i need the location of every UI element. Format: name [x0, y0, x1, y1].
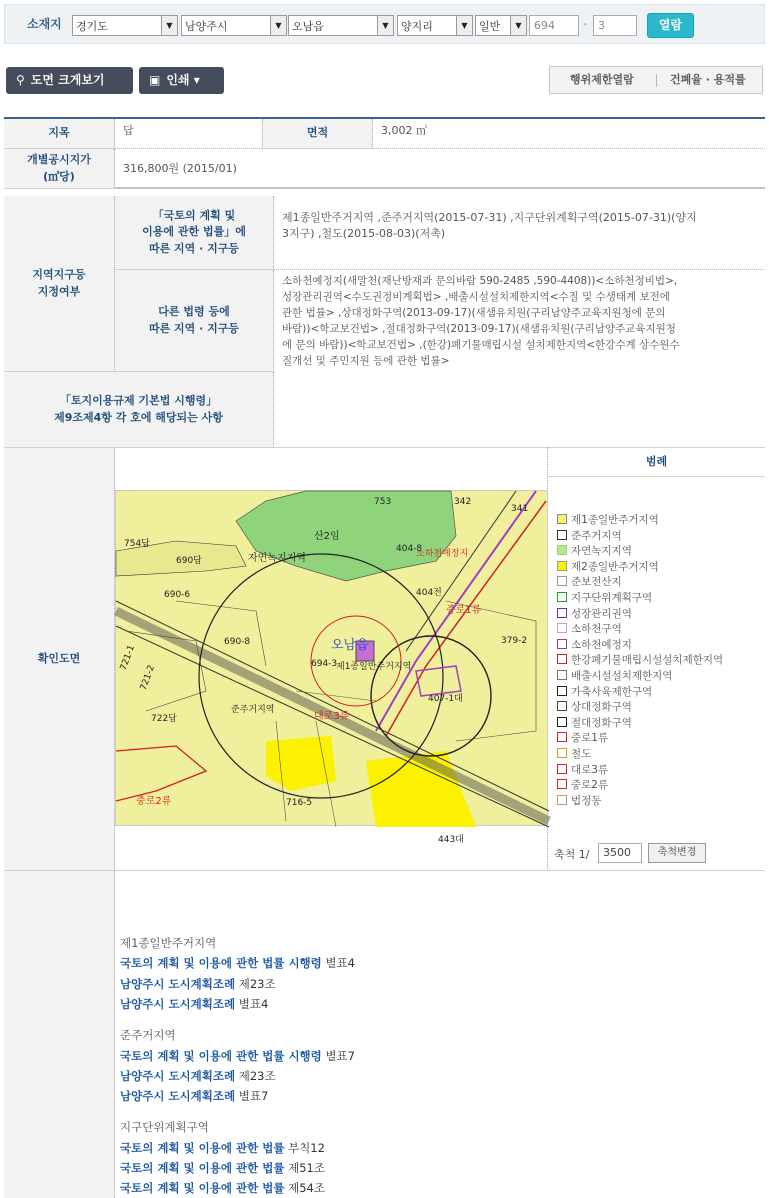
- legend-item-label: 자연녹지지역: [571, 545, 632, 558]
- legend-item-label: 절대정화구역: [571, 716, 632, 729]
- official-price-label-line1: 개별공시지가: [27, 153, 91, 166]
- law-article: 별표4: [235, 996, 269, 1011]
- divider: [656, 74, 657, 87]
- national-law-zone-value: [274, 196, 765, 270]
- law-item: [120, 997, 268, 1011]
- map-label: 확인도면: [4, 448, 115, 871]
- legend-item: [557, 529, 622, 544]
- legend-item: [557, 638, 632, 653]
- law-item: [120, 1161, 325, 1175]
- city-value: 남양주시: [185, 20, 228, 33]
- law-item: [120, 977, 276, 991]
- official-price-label: [4, 149, 115, 189]
- legend-item: [557, 794, 601, 809]
- legend-item-label: 상대정화구역: [571, 701, 632, 714]
- legend-item-label: 대로3류: [571, 763, 609, 776]
- legend-item: [557, 622, 622, 637]
- legend-item-label: 중로1류: [571, 732, 609, 745]
- other-value-line2: 성장관리권역<수도권정비계획법> ,배출시설설치제한지역<수질 및 수생태계 보전에: [282, 291, 670, 303]
- svg-text:404-8: 404-8: [396, 544, 423, 554]
- legend-item-label: 제1종일반주거지역: [571, 514, 659, 526]
- legend-item-label: 철도: [571, 748, 592, 760]
- nat-label-line1: 「국토의 계획 및: [152, 208, 236, 222]
- province-value: 경기도: [76, 20, 108, 33]
- law-article: 제23조: [235, 1068, 276, 1083]
- main-number-input[interactable]: 694: [529, 15, 579, 36]
- other-value-line3: 관한 법률> ,상대정화구역(2013-09-17)(새샘유치원(구리남양주교육지원청에 문의: [282, 307, 666, 319]
- legend-swatch: [557, 764, 567, 774]
- law-item: [120, 1141, 325, 1155]
- svg-text:중로2류: 중로2류: [136, 796, 172, 807]
- legend-swatch: [557, 592, 567, 602]
- law-category-label: 제1종일반주거지역: [120, 936, 217, 950]
- basic-law-label: [4, 372, 274, 448]
- change-scale-button[interactable]: 축척변경: [648, 843, 706, 863]
- enlarge-map-button[interactable]: [6, 67, 133, 94]
- svg-text:소하천예정지: 소하천예정지: [416, 549, 469, 559]
- legend-swatch: [557, 717, 567, 727]
- chevron-down-icon: ▼: [161, 16, 177, 35]
- law-article: 제54조: [284, 1181, 325, 1196]
- map-drawing: [116, 491, 549, 845]
- legend-swatch: [557, 576, 567, 586]
- land-type-select[interactable]: [475, 15, 527, 36]
- legend-item: [557, 653, 723, 668]
- other-law-zone-value: [274, 270, 765, 372]
- svg-text:제1종일반주거지역: 제1종일반주거지역: [336, 662, 412, 672]
- jimok-label: 지목: [4, 119, 115, 149]
- legend-item: [557, 513, 659, 528]
- town-select[interactable]: [288, 15, 394, 36]
- svg-text:대로3류: 대로3류: [314, 711, 350, 722]
- legend-item-label: 소하천구역: [571, 623, 622, 636]
- legend-item-label: 성장관리권역: [571, 607, 632, 620]
- law-category: [120, 1028, 176, 1042]
- legend-swatch: [557, 779, 567, 789]
- svg-text:341: 341: [511, 504, 529, 514]
- law-item: [120, 956, 355, 970]
- basic-law-label-line1: 「토지이용규제 기본법 시행령」: [59, 394, 218, 407]
- national-law-zone-label: [115, 196, 274, 270]
- chevron-down-icon: ▼: [377, 16, 393, 35]
- svg-text:690답: 690답: [176, 556, 202, 566]
- nat-value-line2: 3지구) ,철도(2015-08-03)(저촉): [282, 226, 446, 240]
- other-label-line2: 따른 지역 · 지구등: [148, 321, 240, 335]
- svg-text:407-1대: 407-1대: [428, 694, 463, 704]
- legend-swatch: [557, 545, 567, 555]
- svg-text:379-2: 379-2: [501, 636, 528, 646]
- legend-item-label: 배출시설설치제한지역: [571, 670, 673, 682]
- scale-label: 축척 1/: [554, 848, 590, 861]
- legend-item-label: 한강폐기물매립시설설치제한지역: [571, 654, 724, 667]
- legend-item-label: 제2종일반주거지역: [571, 560, 659, 573]
- law-link[interactable]: 국토의 계획 및 이용에 관한 법률: [120, 1161, 285, 1175]
- law-item: [120, 1089, 268, 1103]
- legend-item: [557, 575, 622, 590]
- nat-label-line3: 따른 지역 · 지구등: [148, 241, 240, 255]
- legend-swatch: [557, 686, 567, 696]
- zone-label-line2: 지정여부: [37, 284, 81, 298]
- other-value-line4: 바람))<학교보건법> ,절대정화구역(2013-09-17)(새샘유치원(구리남양주교육지원청: [282, 323, 676, 335]
- law-item: [120, 1069, 276, 1083]
- print-label: 인쇄 ▾: [166, 73, 200, 87]
- legend-item: [557, 669, 672, 684]
- village-value: 양지리: [401, 20, 433, 33]
- village-select[interactable]: [397, 15, 473, 36]
- svg-text:694-3: 694-3: [311, 659, 338, 669]
- svg-text:404전: 404전: [416, 588, 442, 598]
- legend-item-label: 중로2류: [571, 779, 609, 792]
- area-label: 면적: [262, 119, 373, 149]
- legend-item: [557, 544, 632, 559]
- zone-designation-label: [4, 196, 115, 372]
- other-law-zone-label: [115, 270, 274, 372]
- svg-text:오남읍: 오남읍: [331, 638, 369, 653]
- svg-text:722답: 722답: [151, 714, 177, 724]
- svg-text:443대: 443대: [438, 835, 464, 845]
- svg-text:716-5: 716-5: [286, 798, 313, 808]
- scale-control: [554, 846, 697, 862]
- legend-item: [557, 685, 652, 700]
- svg-text:산2임: 산2임: [314, 531, 340, 542]
- svg-text:중로1류: 중로1류: [446, 605, 482, 616]
- legend-swatch: [557, 561, 567, 571]
- chevron-down-icon: ▼: [456, 16, 472, 35]
- legend-item: [557, 747, 591, 762]
- province-select[interactable]: [72, 15, 178, 36]
- svg-text:753: 753: [374, 497, 392, 507]
- other-label-line1: 다른 법령 등에: [158, 305, 230, 318]
- restriction-view-link[interactable]: 행위제한열람: [570, 73, 634, 86]
- law-list-label: [4, 871, 115, 1198]
- official-price-label-line2: (㎡당): [43, 169, 75, 183]
- law-category: [120, 936, 216, 950]
- law-article: 별표7: [235, 1089, 269, 1104]
- law-article: 부칙12: [284, 1140, 325, 1155]
- svg-text:721-2: 721-2: [138, 663, 158, 692]
- legend-item: [557, 763, 608, 778]
- location-label: 소재지: [27, 17, 62, 31]
- basic-law-label-line2: 제9조제4항 각 호에 해당되는 사항: [54, 410, 223, 424]
- legend-item: [557, 591, 652, 606]
- law-link[interactable]: 국토의 계획 및 이용에 관한 법률: [120, 1181, 285, 1196]
- zone-label-line1: 지역지구등: [32, 268, 86, 281]
- legend-swatch: [557, 654, 567, 664]
- law-link[interactable]: 남양주시 도시계획조례: [120, 1068, 236, 1083]
- legend-swatch: [557, 623, 567, 633]
- land-type-value: 일반: [479, 20, 501, 33]
- law-category: [120, 1120, 209, 1134]
- law-link[interactable]: 남양주시 도시계획조례: [120, 976, 236, 991]
- legend-swatch: [557, 608, 567, 618]
- legend-item-label: 지구단위계획구역: [571, 592, 653, 604]
- right-action-group: [549, 66, 763, 94]
- legend-item: [557, 700, 632, 715]
- legend-item: [557, 778, 608, 793]
- legend-swatch: [557, 795, 567, 805]
- legend-swatch: [557, 670, 567, 680]
- enlarge-map-label: 도면 크게보기: [30, 73, 105, 87]
- legend-item-label: 소하천예정지: [571, 638, 632, 651]
- legend-item: [557, 560, 659, 575]
- legend-item-label: 가축사육제한구역: [571, 685, 653, 698]
- legend-title: 범례: [548, 447, 765, 477]
- confirmation-map[interactable]: [115, 490, 548, 845]
- legend-swatch: [557, 701, 567, 711]
- city-select[interactable]: [181, 15, 287, 36]
- legend-swatch: [557, 639, 567, 649]
- law-category-label: 준주거지역: [120, 1028, 176, 1043]
- area-value: 3,002 ㎡: [373, 119, 765, 149]
- legend-swatch: [557, 530, 567, 540]
- other-value-line1: 소하천예정지(새말천(재난방재과 문의바람 590-2485 ,590-4408))<소하천정비법>,: [282, 275, 678, 287]
- legend-swatch: [557, 732, 567, 742]
- other-value-line6: 질개선 및 주민지원 등에 관한 법률>: [282, 355, 450, 367]
- law-item: [120, 1181, 325, 1195]
- law-link[interactable]: 남양주시 도시계획조례: [120, 996, 236, 1011]
- svg-text:준주거지역: 준주거지역: [231, 705, 275, 715]
- svg-text:721-1: 721-1: [118, 643, 138, 672]
- legend-item-label: 준주거지역: [571, 529, 622, 542]
- svg-text:754답: 754답: [124, 539, 150, 549]
- location-search-bar: [4, 4, 765, 44]
- law-article: 제51조: [284, 1161, 325, 1175]
- law-item: [120, 1049, 355, 1063]
- coverage-ratio-link[interactable]: 건폐율 · 용적률: [670, 73, 746, 86]
- official-price-value: 316,800원 (2015/01): [115, 149, 765, 189]
- sub-number-input[interactable]: 3: [593, 15, 637, 36]
- print-icon: ▣: [149, 73, 161, 87]
- view-button[interactable]: 열람: [647, 13, 694, 38]
- legend-item: [557, 607, 632, 622]
- town-value: 오남읍: [292, 20, 324, 33]
- legend-swatch: [557, 514, 567, 524]
- other-value-line5: 에 문의 바람))<학교보건법> ,(한강)폐기물매립시설 설치제한지역<한강수계 상수원수: [282, 339, 680, 351]
- law-article: 별표4: [321, 956, 355, 971]
- jimok-value: 답: [115, 119, 262, 149]
- legend-swatch: [557, 748, 567, 758]
- legend-item: [557, 716, 632, 731]
- svg-text:자연녹지지역: 자연녹지지역: [248, 553, 306, 564]
- nat-label-line2: 이용에 관한 법률」에: [142, 225, 246, 239]
- chevron-down-icon: ▼: [510, 16, 526, 35]
- law-link[interactable]: 국토의 계획 및 이용에 관한 법률 시행령: [120, 1048, 322, 1063]
- print-button[interactable]: [139, 67, 224, 94]
- legend-item: [557, 731, 608, 746]
- scale-input[interactable]: 3500: [598, 843, 642, 863]
- law-category-label: 지구단위계획구역: [120, 1120, 209, 1135]
- law-link[interactable]: 남양주시 도시계획조례: [120, 1089, 236, 1104]
- law-article: 제23조: [235, 976, 276, 991]
- nat-value-line1: 제1종일반주거지역 ,준주거지역(2015-07-31) ,지구단위계획구역(2015-07-31)(양지: [282, 211, 697, 224]
- magnifier-icon: ⚲: [16, 73, 25, 87]
- svg-text:690-6: 690-6: [164, 590, 191, 600]
- law-article: 별표7: [321, 1048, 355, 1063]
- number-dash: -: [583, 17, 587, 30]
- law-link[interactable]: 국토의 계획 및 이용에 관한 법률: [120, 1140, 285, 1155]
- svg-text:690-8: 690-8: [224, 637, 251, 647]
- chevron-down-icon: ▼: [270, 16, 286, 35]
- svg-text:342: 342: [454, 497, 472, 507]
- legend-item-label: 준보전산지: [571, 576, 622, 589]
- law-link[interactable]: 국토의 계획 및 이용에 관한 법률 시행령: [120, 956, 322, 971]
- legend-item-label: 법정동: [571, 794, 602, 807]
- basic-law-value: [274, 372, 765, 448]
